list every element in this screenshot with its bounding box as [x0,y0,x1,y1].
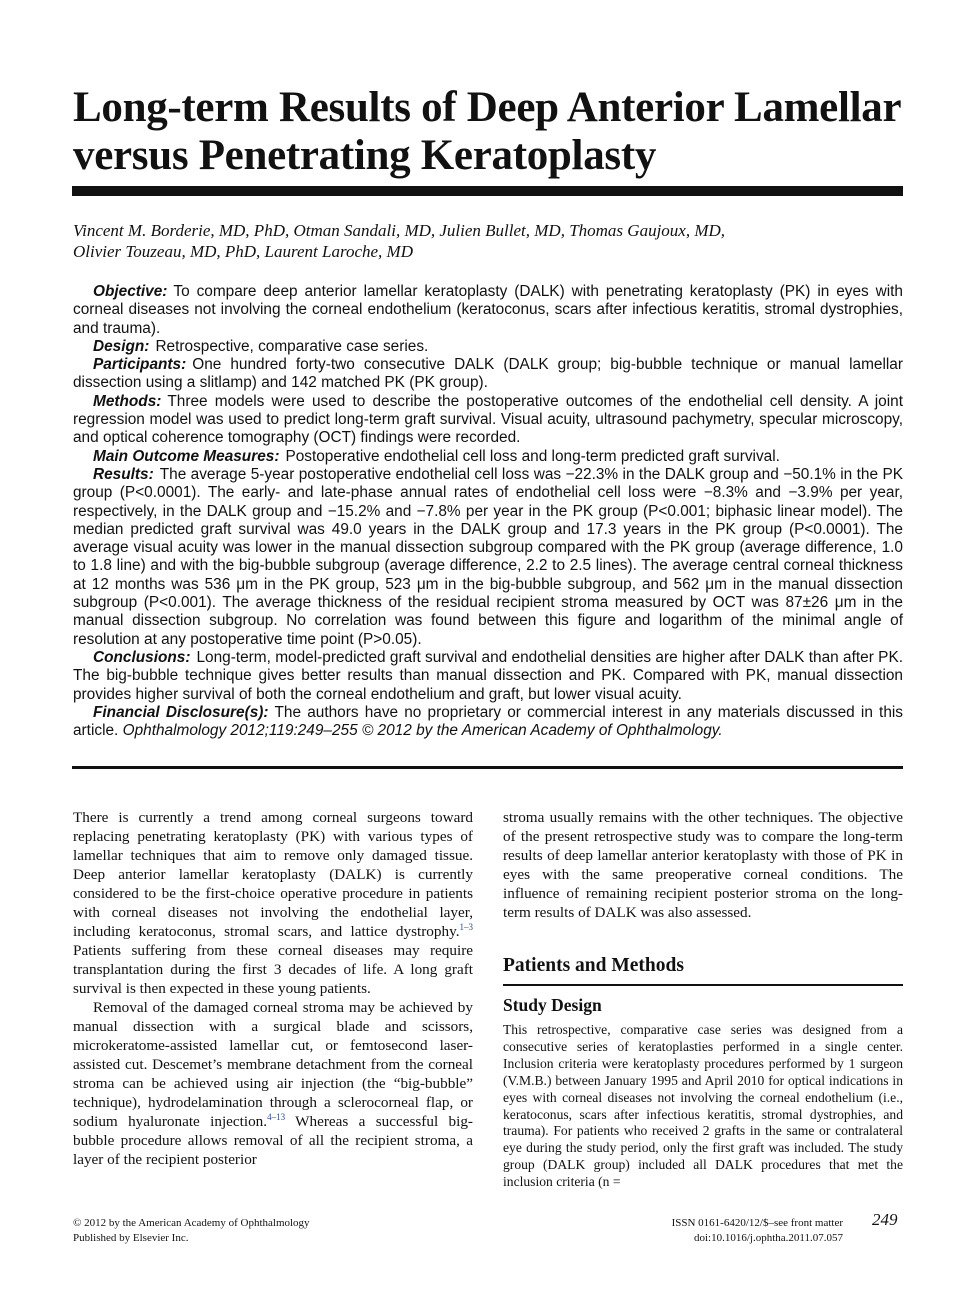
intro-paragraph-2 [73,998,473,1169]
publisher-notice: Published by Elsevier Inc. [73,1232,189,1244]
main-outcome-text: Postoperative endothelial cell loss and long-term predicted graft survival. [285,447,780,465]
abstract-disclosure [73,704,903,741]
title-rule [72,186,903,196]
conclusions-label: Conclusions: [93,648,191,666]
section-heading: Patients and Methods [503,954,903,986]
results-text: The average 5-year postoperative endothelial cell loss was −22.3% in the DALK group and −50.1% in the PK group (P<0.0001). The early- and late-phase annual rates of endothelial cell loss were −8.3% and −3.9% per year, respectively, in the DALK group and −15.2% and −7.8% per year in the PK group (P<0.001; biphasic linear model). The median predicted graft survival was 49.0 years in the DALK group and 17.3 years in the PK group (P<0.0001). The average visual acuity was lower in the manual dissection subgroup compared with the PK group (average difference, 1.0 to 1.8 line) and with the big-bubble subgroup (average difference, 2.2 to 2.5 lines). The average central corneal thickness at 12 months was 536 μm in the PK group, 523 μm in the big-bubble subgroup, and 562 μm in the manual dissection subgroup (P<0.001). The average thickness of the residual recipient stroma measured by OCT was 87±26 μm in the manual dissection subgroup. No correlation was found between this figure and logarithm of the minimal angle of resolution at any postoperative time point (P>0.05). [73,465,903,648]
doi: doi:10.1016/j.ophtha.2011.07.057 [693,1232,843,1244]
intro-text-2b: Whereas a successful big-bubble procedure allows removal of all the recipient stroma, a layer of the recipient posterior [73,1113,473,1168]
design-label: Design: [93,337,150,355]
participants-label: Participants: [93,356,187,374]
abstract [73,283,903,740]
study-design-paragraph: This retrospective, comparative case series was designed from a consecutive series of keratoplasties performed in a single center. Inclusion criteria were keratoplasty procedures performed by 1 surgeon (V.M.B.) between January 1995 and April 2010 for optical indications in eyes with corneal diseases not involving the corneal endothelium (i.e., keratoconus, scars after infectious keratitis, stromal dystrophies, and trauma). For patients who received 2 grafts in the same or contralateral eye during the study period, only the first graft was included. The study group (DALK group) included all DALK procedures that met the inclusion criteria (n = [503,1022,903,1190]
methods-text: Three models were used to describe the postoperative outcomes of the endothelial cell density. A joint regression model was used to predict long-term graft survival. Visual acuity, ultrasound pachymetry, specular microscopy, and optical coherence tomography (OCT) findings were recorded. [73,392,903,447]
intro-paragraph-3: stroma usually remains with the other techniques. The objective of the present retrospective study was to compare the long-term results of deep lamellar anterior keratoplasty with those of PK in eyes with the same preoperative corneal conditions. The influence of remaining recipient posterior stroma on the long-term results of DALK was also assessed. [503,809,903,921]
conclusions-text: Long-term, model-predicted graft survival and endothelial densities are higher after DALK than after PK. The big-bubble technique gives better results than manual dissection and PK. Compared with PK, manual dissection provides higher survival of both the corneal endothelium and graft, but lower visual acuity. [73,648,903,703]
methods-label: Methods: [93,392,162,410]
abstract-objective [73,283,903,338]
abstract-main-outcome [73,448,903,466]
author-list [73,221,903,262]
issn: ISSN 0161-6420/12/$–see front matter [671,1217,843,1229]
intro-paragraph-1 [73,808,473,998]
abstract-rule [72,766,903,769]
authors-line-2: Olivier Touzeau, MD, PhD, Laurent Laroche, MD [73,241,413,261]
abstract-conclusions [73,649,903,704]
objective-text: To compare deep anterior lamellar keratoplasty (DALK) with penetrating keratoplasty (PK) in eyes with corneal diseases not involving the corneal endothelium (keratoconus, scars after infectious keratitis, stromal dystrophies, and trauma). [73,283,903,337]
reference-link-1-3[interactable]: 1–3 [459,921,473,932]
intro-text-1: There is currently a trend among corneal surgeons toward replacing penetrating keratoplasty (PK) with various types of lamellar techniques that aim to remove only damaged tissue. Deep anterior lamellar keratoplasty (DALK) is currently considered to be the first-choice operative procedure in patients with corneal diseases not involving the endothelial layer, including keratoconus, stromal scars, and lattice dystrophy. [73,809,473,940]
authors-line-1: Vincent M. Borderie, MD, PhD, Otman Sandali, MD, Julien Bullet, MD, Thomas Gaujoux, MD, [73,221,726,240]
abstract-design [73,338,903,356]
participants-text: One hundred forty-two consecutive DALK (DALK group; big-bubble technique or manual lamellar dissection using a slitlamp) and 142 matched PK (PK group). [73,356,903,392]
footer-right [600,1216,843,1246]
copyright-notice: © 2012 by the American Academy of Ophthalmology [73,1217,310,1229]
design-text: Retrospective, comparative case series. [155,337,429,355]
main-outcome-label: Main Outcome Measures: [93,447,280,465]
disclosure-text: The authors have no proprietary or commercial interest in any materials discussed in this article. [73,703,903,740]
journal-citation: Ophthalmology 2012;119:249–255 © 2012 by the American Academy of Ophthalmology. [122,722,723,740]
objective-label: Objective: [93,283,168,300]
intro-text-2: Removal of the damaged corneal stroma may be achieved by manual dissection with a surgical blade and scissors, microkeratome-assisted lamellar cut, or femtosecond laser-assisted cut. Descemet’s membrane detachment from the corneal stroma can be achieved using air injection (the “big-bubble” technique), hydrodelamination through a sclerocorneal flap, or sodium hyaluronate injection. [73,999,473,1130]
disclosure-label: Financial Disclosure(s): [93,703,269,721]
page-number: 249 [872,1210,898,1229]
body-column-left [73,808,473,1169]
intro-text-1b: Patients suffering from these corneal diseases may require transplantation during the first 3 decades of life. A long graft survival is then expected in these young patients. [73,942,473,997]
body-column-right [503,808,903,1191]
reference-link-4-13[interactable]: 4–13 [267,1111,286,1122]
footer-left [73,1216,310,1246]
results-label: Results: [93,465,154,483]
subsection-heading: Study Design [503,995,602,1015]
article-title: Long-term Results of Deep Anterior Lamellar versus Penetrating Keratoplasty [73,84,901,179]
abstract-participants [73,356,903,393]
abstract-results [73,466,903,649]
abstract-methods [73,393,903,448]
